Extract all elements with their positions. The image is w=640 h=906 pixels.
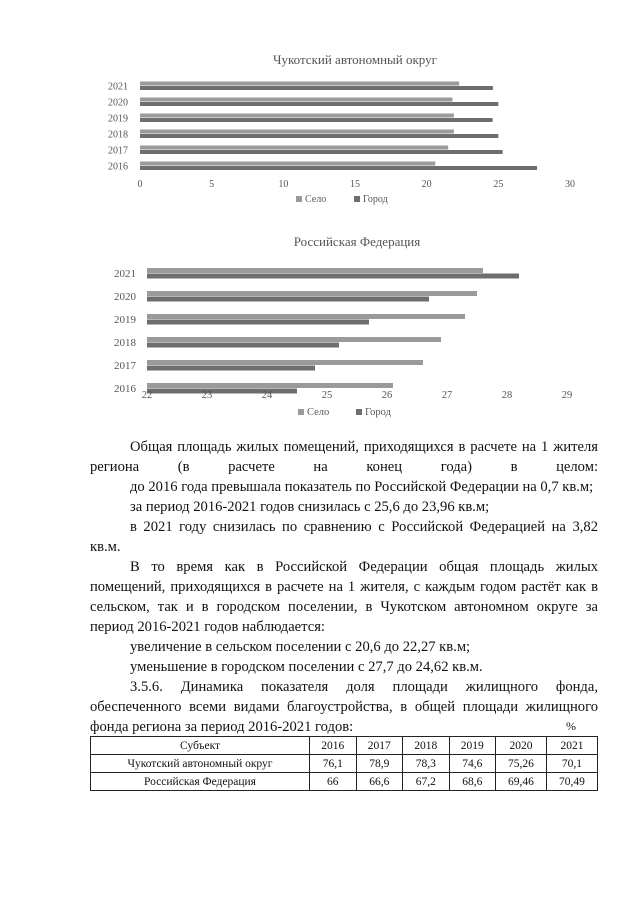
x-tick-label: 26	[381, 390, 393, 401]
x-tick-label: 23	[201, 390, 213, 401]
category-label: 2021	[108, 81, 128, 93]
table-cell: 74,6	[449, 755, 496, 773]
table-header-row	[91, 737, 598, 755]
category-label: 2016	[108, 161, 128, 173]
x-tick-label: 20	[421, 179, 432, 190]
paragraph-item-1: до 2016 года превышала показатель по Российской Федерации на 0,7 кв.м;	[130, 479, 594, 495]
table-cell: 69,46	[496, 773, 547, 791]
category-label: 2019	[108, 113, 128, 125]
bar-gorod	[147, 343, 339, 348]
bar-gorod	[147, 297, 429, 302]
paragraph-comparison: В то время как в Российской Федерации общая площадь жилых помещений, приходящихся в расчете на 1 жителя, с каждым годом растёт как в сельском, так и в городском поселении, в Чукотском автономном округе за период 2016-2021 годов наблюдается:	[90, 559, 598, 635]
table-cell: 68,6	[449, 773, 496, 791]
table-cell: 66	[310, 773, 357, 791]
x-tick-label: 15	[350, 179, 360, 190]
x-tick-label: 28	[501, 390, 513, 401]
table-header-cell: 2016	[310, 737, 357, 755]
paragraph-intro: Общая площадь жилых помещений, приходящихся в расчете на 1 жителя региона (в расчете на конец года) в целом:	[90, 439, 598, 475]
bar-selo	[147, 383, 393, 388]
legend-label: Город	[363, 194, 388, 205]
chart-russia	[0, 228, 640, 423]
bar-selo	[140, 162, 435, 166]
paragraph-section-3-5-6: 3.5.6. Динамика показателя доля площади жилищного фонда, обеспеченного всеми видами благоустройства, в общей площади жилищного фонда региона за период 2016-2021 годов:	[90, 679, 598, 735]
table-header-cell: 2020	[496, 737, 547, 755]
table-header-cell: 2017	[356, 737, 403, 755]
table-cell: 75,26	[496, 755, 547, 773]
table-cell: 78,3	[403, 755, 450, 773]
paragraph-item-4: увеличение в сельском поселении с 20,6 до 22,27 кв.м;	[130, 639, 471, 655]
chart-chukotka-svg	[0, 40, 640, 215]
legend-swatch	[298, 409, 304, 415]
x-tick-label: 25	[321, 390, 333, 401]
table-header-cell: 2021	[546, 737, 597, 755]
bar-gorod	[147, 366, 315, 371]
table-header-cell: 2018	[403, 737, 450, 755]
chart-title: Чукотский автономный округ	[273, 52, 437, 67]
x-tick-label: 22	[141, 390, 153, 401]
table-cell: Российская Федерация	[91, 773, 310, 791]
table-row	[91, 755, 598, 773]
legend-swatch	[354, 196, 360, 202]
bar-selo	[140, 98, 452, 102]
legend-swatch	[356, 409, 362, 415]
category-label: 2019	[114, 314, 136, 326]
bar-selo	[140, 82, 459, 86]
x-tick-label: 5	[209, 179, 215, 190]
table-header-cell: 2019	[449, 737, 496, 755]
data-table	[90, 736, 598, 791]
category-label: 2020	[114, 291, 136, 303]
bar-gorod	[140, 166, 537, 170]
bar-gorod	[147, 320, 369, 325]
table-cell: 66,6	[356, 773, 403, 791]
table-unit: %	[566, 719, 576, 733]
table-cell: Чукотский автономный округ	[91, 755, 310, 773]
bar-gorod	[140, 134, 498, 138]
x-tick-label: 30	[565, 179, 575, 190]
category-label: 2018	[108, 129, 128, 141]
table-cell: 70,1	[546, 755, 597, 773]
bar-gorod	[140, 86, 493, 90]
legend-label: Село	[307, 407, 330, 418]
x-tick-label: 25	[493, 179, 504, 190]
paragraph-item-5: уменьшение в городском поселении с 27,7 до 24,62 кв.м.	[130, 659, 483, 675]
table-cell: 70,49	[546, 773, 597, 791]
bar-gorod	[140, 150, 503, 154]
chart-russia-svg	[0, 228, 640, 423]
paragraph-item-3: в 2021 году снизилась по сравнению с Российской Федерацией на 3,82 кв.м.	[90, 519, 598, 555]
chart-title: Российская Федерация	[293, 234, 421, 249]
bar-selo	[147, 291, 477, 296]
table-cell: 67,2	[403, 773, 450, 791]
legend-swatch	[296, 196, 302, 202]
category-label: 2021	[114, 268, 136, 280]
bar-selo	[147, 337, 441, 342]
legend-label: Город	[365, 407, 391, 418]
bar-gorod	[147, 274, 519, 279]
chart-chukotka	[0, 40, 640, 215]
table-header-cell: Субъект	[91, 737, 310, 755]
paragraph-item-2: за период 2016-2021 годов снизилась с 25,6 до 23,96 кв.м;	[130, 499, 490, 515]
x-tick-label: 0	[137, 179, 143, 190]
x-tick-label: 24	[261, 390, 273, 401]
bar-selo	[147, 268, 483, 273]
category-label: 2017	[108, 145, 128, 157]
x-tick-label: 27	[441, 390, 453, 401]
category-label: 2018	[114, 337, 136, 349]
category-label: 2020	[108, 97, 128, 109]
table-cell: 78,9	[356, 755, 403, 773]
body-text	[90, 437, 598, 737]
category-label: 2017	[114, 360, 136, 372]
table-row	[91, 773, 598, 791]
bar-selo	[147, 314, 465, 319]
bar-selo	[140, 130, 454, 134]
bar-gorod	[140, 118, 493, 122]
bar-gorod	[140, 102, 498, 106]
bar-selo	[147, 360, 423, 365]
x-tick-label: 29	[561, 390, 573, 401]
bar-selo	[140, 114, 454, 118]
bar-gorod	[147, 389, 297, 394]
x-tick-label: 10	[278, 179, 289, 190]
category-label: 2016	[114, 383, 136, 395]
table-cell: 76,1	[310, 755, 357, 773]
bar-selo	[140, 146, 448, 150]
legend-label: Село	[305, 194, 327, 205]
